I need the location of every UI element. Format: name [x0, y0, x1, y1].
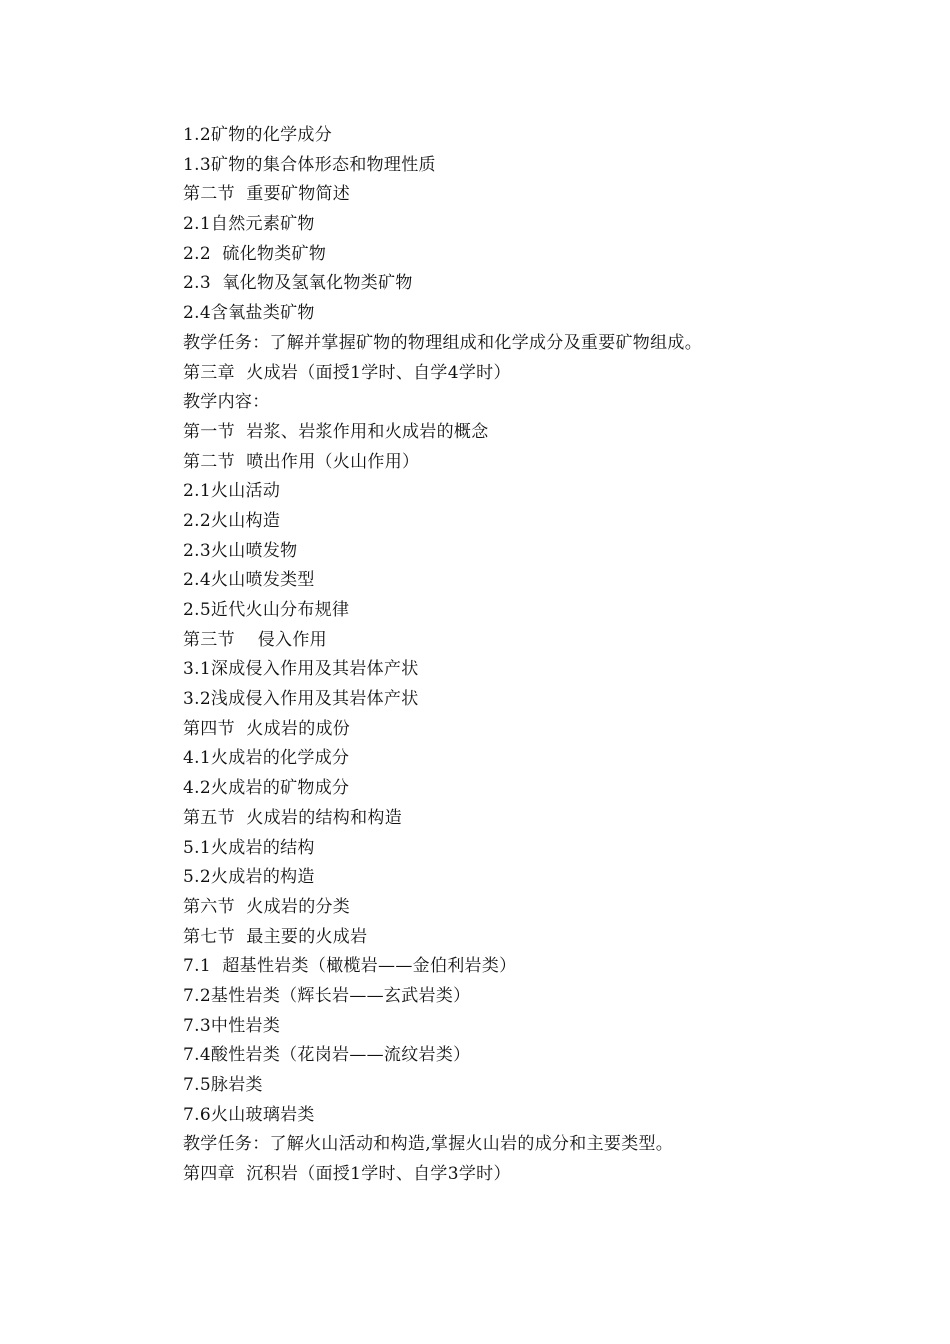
subsection-heading: 3.2浅成侵入作用及其岩体产状: [183, 689, 419, 710]
subsection-heading: 7.1 超基性岩类（橄榄岩——金伯利岩类）: [183, 956, 517, 977]
subsection-heading: 2.2火山构造: [183, 510, 281, 531]
section-heading: 第一节 岩浆、岩浆作用和火成岩的概念: [183, 421, 489, 442]
teaching-task: 教学任务：了解火山活动和构造,掌握火山岩的成分和主要类型。: [183, 1134, 674, 1155]
subsection-heading: 4.1火成岩的化学成分: [183, 748, 350, 769]
subsection-heading: 7.2基性岩类（辉长岩——玄武岩类）: [183, 985, 471, 1006]
section-heading: 第二节 重要矿物简述: [183, 184, 351, 205]
section-heading: 第二节 喷出作用（火山作用）: [183, 451, 420, 472]
chapter-heading: 第三章 火成岩（面授1学时、自学4学时）: [183, 362, 511, 383]
document-body: [183, 121, 883, 1190]
subsection-heading: 2.3 氧化物及氢氧化物类矿物: [183, 273, 413, 294]
section-heading: 第七节 最主要的火成岩: [183, 926, 368, 947]
subsection-heading: 2.3火山喷发物: [183, 540, 298, 561]
subsection-heading: 1.3矿物的集合体形态和物理性质: [183, 154, 436, 175]
subsection-heading: 1.2矿物的化学成分: [183, 125, 333, 145]
subsection-heading: 2.1自然元素矿物: [183, 214, 315, 235]
subsection-heading: 5.1火成岩的结构: [183, 837, 315, 858]
section-heading: 第四节 火成岩的成份: [183, 718, 351, 739]
subsection-heading: 5.2火成岩的构造: [183, 867, 315, 888]
section-heading: 第三节 侵入作用: [183, 629, 327, 650]
subsection-heading: 2.4含氧盐类矿物: [183, 303, 315, 324]
subsection-heading: 2.2 硫化物类矿物: [183, 243, 327, 264]
teaching-task: 教学任务：了解并掌握矿物的物理组成和化学成分及重要矿物组成。: [183, 332, 702, 353]
teaching-content-label: 教学内容：: [183, 392, 270, 413]
subsection-heading: 7.3中性岩类: [183, 1015, 281, 1036]
subsection-heading: 4.2火成岩的矿物成分: [183, 778, 350, 799]
section-heading: 第六节 火成岩的分类: [183, 896, 351, 917]
chapter-heading: 第四章 沉积岩（面授1学时、自学3学时）: [183, 1164, 511, 1185]
subsection-heading: 7.6火山玻璃岩类: [183, 1104, 315, 1125]
subsection-heading: 2.1火山活动: [183, 481, 281, 502]
subsection-heading: 2.5近代火山分布规律: [183, 600, 350, 620]
subsection-heading: 3.1深成侵入作用及其岩体产状: [183, 659, 419, 680]
subsection-heading: 7.5脉岩类: [183, 1075, 263, 1095]
subsection-heading: 2.4火山喷发类型: [183, 570, 315, 591]
section-heading: 第五节 火成岩的结构和构造: [183, 807, 403, 828]
subsection-heading: 7.4酸性岩类（花岗岩——流纹岩类）: [183, 1045, 471, 1066]
